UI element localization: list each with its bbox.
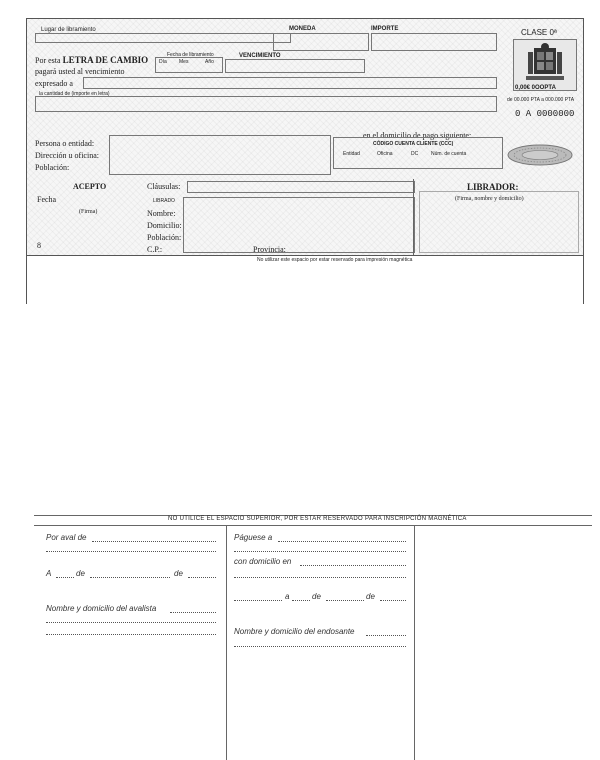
entidad-label: Entidad (343, 151, 360, 157)
acepto-label: ACEPTO (73, 182, 107, 191)
con-domicilio-label: con domicilio en (234, 557, 292, 566)
domicilio-label: Domicilio: (147, 221, 182, 230)
endosante-line-2[interactable] (234, 646, 406, 647)
poblacion2-label: Población: (147, 233, 182, 242)
domicilio-line[interactable] (300, 565, 406, 566)
vencimiento-field[interactable] (225, 59, 365, 73)
magnetic-note: No utilizar este espacio por estar reservado para impresión magnética (257, 257, 413, 263)
librado-label: LIBRADO (153, 198, 175, 204)
aval-a-label: A (46, 569, 52, 578)
fecha-libramiento-label: Fecha de libramiento (167, 52, 214, 58)
aval-year-line[interactable] (188, 577, 216, 578)
firma-nombre-label: (Firma, nombre y domicilio) (455, 196, 524, 202)
clausulas-field[interactable] (187, 181, 415, 193)
cantidad-letra-label: la cantidad de (importe en letra) (39, 91, 110, 97)
aval-de1-label: de (76, 569, 85, 578)
bill-front (26, 18, 584, 304)
aval-place-line[interactable] (56, 577, 74, 578)
aval-de2-label: de (174, 569, 183, 578)
place-label: Lugar de libramiento (41, 27, 96, 33)
mes-label: Mes (179, 59, 189, 65)
paguese-line[interactable] (278, 541, 406, 542)
nombre-label: Nombre: (147, 209, 176, 218)
endoso-de1-label: de (312, 592, 321, 601)
place-field[interactable] (35, 33, 291, 43)
librador-label: LIBRADOR: (467, 182, 519, 192)
back-divider-1 (226, 525, 227, 760)
amount-field[interactable] (371, 33, 497, 51)
ano-label: Año (205, 59, 214, 65)
domicilio-pago-label: en el domicilio de pago siguiente: (363, 131, 472, 140)
librado-field[interactable] (183, 197, 415, 253)
currency-label: MONEDA (289, 26, 316, 32)
por-aval-line-2[interactable] (46, 551, 216, 552)
por-aval-line[interactable] (92, 541, 216, 542)
oficina-label: Oficina (377, 151, 393, 157)
fecha-label: Fecha (37, 195, 57, 204)
endoso-de2-label: de (366, 592, 375, 601)
cp-label: C.P.: (147, 245, 163, 254)
endoso-day-line[interactable] (292, 600, 310, 601)
persona-label: Persona o entidad: (35, 139, 95, 148)
number-eight: 8 (37, 241, 41, 250)
currency-field[interactable] (273, 33, 369, 51)
por-esta-text: Por esta LETRA DE CAMBIO (35, 55, 149, 65)
provincia-label: Provincia: (253, 245, 286, 254)
cantidad-letra-field[interactable] (35, 96, 497, 112)
clase-label: CLASE 0ª (521, 28, 557, 37)
domicilio-line-2[interactable] (234, 577, 406, 578)
dia-label: Día (159, 59, 167, 65)
ccc-label: CÓDIGO CUENTA CLIENTE (CCC) (373, 141, 454, 147)
librador-field[interactable] (419, 191, 579, 253)
endoso-a-label: a (285, 592, 290, 601)
aval-month-line[interactable] (90, 577, 170, 578)
stamp-value: 0,00€ 0OOPTA (515, 85, 556, 91)
paguese-label: Páguese a (234, 533, 273, 542)
persona-direccion-field[interactable] (109, 135, 331, 175)
endoso-year-line[interactable] (380, 600, 406, 601)
avalista-line-2[interactable] (46, 622, 216, 623)
letra-de-cambio-title: LETRA DE CAMBIO (62, 55, 149, 65)
clausulas-label: Cláusulas: (147, 182, 181, 191)
stamp-range: de 00.000 PTA a 000.000 PTA (507, 97, 575, 103)
endoso-month-line[interactable] (326, 600, 364, 601)
por-aval-label: Por aval de (46, 533, 87, 542)
num-cuenta-label: Núm. de cuenta (431, 151, 467, 157)
pagara-text: pagará usted al vencimiento (35, 67, 125, 76)
back-header: NO UTILICE EL ESPACIO SUPERIOR, POR ESTAR RESERVADO PARA INSCRIPCIÓN MAGNÉTICA (168, 516, 467, 522)
back-divider-2 (414, 525, 415, 760)
nombre-avalista-label: Nombre y domicilio del avalista (46, 604, 157, 613)
coat-of-arms-icon (514, 42, 576, 82)
firma-label: (Firma) (79, 209, 98, 215)
expresado-field[interactable] (83, 77, 497, 89)
paguese-line-2[interactable] (234, 551, 406, 552)
guilloche-rosette-icon (505, 143, 575, 167)
direccion-label: Dirección u oficina: (35, 151, 99, 160)
endoso-place-line[interactable] (234, 600, 282, 601)
amount-label: IMPORTE (371, 26, 399, 32)
expresado-text: expresado a (35, 79, 73, 88)
dc-label: DC (411, 151, 419, 157)
revenue-stamp (513, 39, 577, 91)
serial-number: 0 A 0000000 (515, 109, 575, 119)
vencimiento-label: VENCIMIENTO (239, 53, 281, 59)
avalista-line-3[interactable] (46, 634, 216, 635)
poblacion-label: Población: (35, 163, 70, 172)
avalista-line-1[interactable] (170, 612, 216, 613)
magnetic-band (27, 255, 583, 305)
nombre-endosante-label: Nombre y domicilio del endosante (234, 627, 355, 636)
endosante-line-1[interactable] (366, 635, 406, 636)
